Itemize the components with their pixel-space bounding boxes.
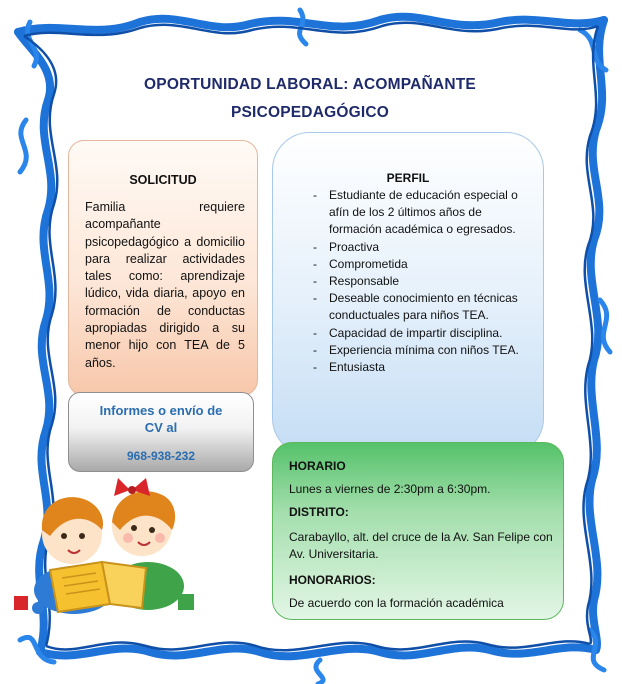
perfil-item: - Deseable conocimiento en técnicas conductuales para niños TEA. [313,290,523,324]
honorarios-text: De acuerdo con la formación académica [289,596,504,610]
perfil-item: - Entusiasta [313,359,523,376]
bow-knot [128,486,136,494]
girl-eye [131,525,137,531]
solicitud-heading: SOLICITUD [129,173,197,187]
horario-heading: HORARIO [289,459,346,473]
toy-block-icon [14,596,28,610]
honorarios-heading: HONORARIOS: [289,573,376,587]
perfil-card [272,132,544,456]
perfil-item: - Responsable [313,273,523,290]
perfil-item: - Capacidad de impartir disciplina. [313,325,523,342]
page-title-line2: PSICOPEDAGÓGICO [230,104,390,121]
perfil-list [313,187,523,376]
perfil-item: - Comprometida [313,256,523,273]
book-page [102,562,146,608]
perfil-item: - Experiencia mínima con niños TEA. [313,342,523,359]
girl-cheek [123,533,133,543]
boy-eye [79,533,85,539]
girl-eye [149,527,155,533]
perfil-item: - Proactiva [313,239,523,256]
book-icon [50,562,110,612]
toy-ball-icon [32,602,44,614]
girl-cheek [155,533,165,543]
informes-label-line1: Informes o envío de [99,403,223,418]
children-reading-illustration [10,478,210,618]
distrito-heading: DISTRITO: [289,505,349,519]
solicitud-body: Familia requiere acompañante psicopedagógico a domicilio para realizar actividades tales como: aprendizaje lúdico, vida diaria, apoyo en formación de conductas apropiadas dirigido a su menor hijo con TEA de 5 años. [85,200,245,370]
perfil-item: - Estudiante de educación especial o afín de los 2 últimos años de formación académica o egresados. [313,187,523,239]
page-title-line1: OPORTUNIDAD LABORAL: ACOMPAÑANTE [144,76,476,93]
toy-block-icon [178,594,194,610]
horario-text: Lunes a viernes de 2:30pm a 6:30pm. [289,482,491,496]
informes-label-line2: CV al [144,420,178,435]
distrito-text: Carabayllo, alt. del cruce de la Av. San Felipe con Av. Universitaria. [289,530,553,561]
informes-card [68,392,254,472]
phone-number[interactable]: 968-938-232 [126,449,196,463]
solicitud-card [68,140,258,396]
perfil-heading: PERFIL [386,171,430,185]
horario-card [272,442,564,620]
boy-eye [61,533,67,539]
